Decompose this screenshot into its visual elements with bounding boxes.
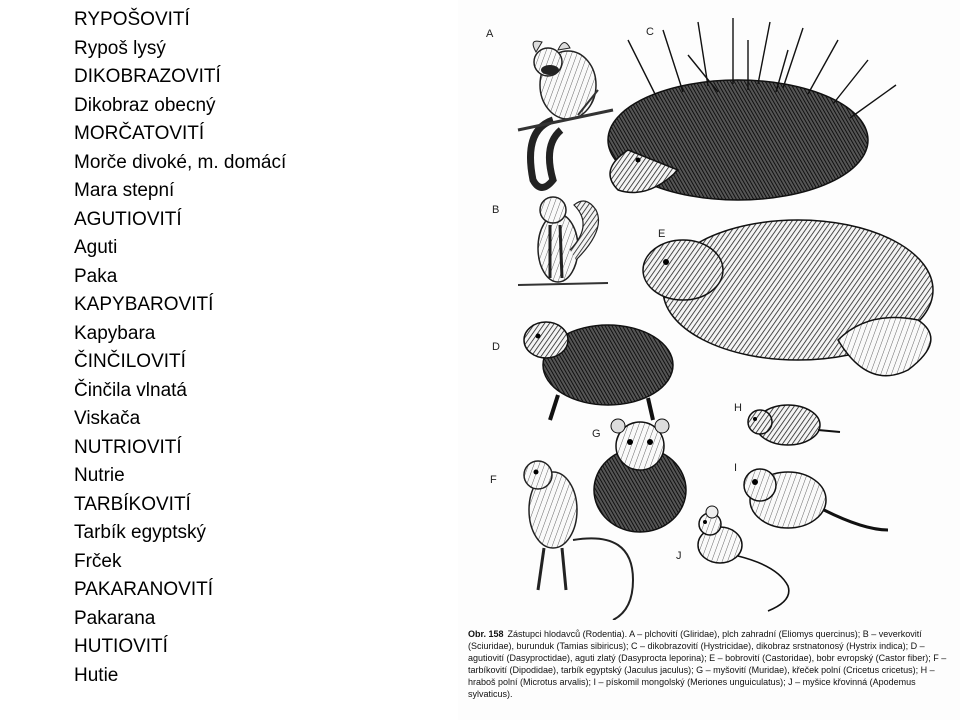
list-item: Nutrie: [74, 465, 125, 486]
rodent-drawings: [458, 0, 960, 620]
gerbil-drawing: [744, 469, 888, 530]
list-item: Aguti: [74, 237, 118, 258]
figure-label-e: E: [658, 228, 666, 240]
figure-label-j: J: [676, 550, 682, 562]
figure-label-g: G: [592, 428, 601, 440]
list-item: KAPYBAROVITÍ: [74, 294, 214, 315]
hamster-drawing: [594, 419, 686, 532]
figure-label-f: F: [490, 474, 497, 486]
dormouse-drawing: [518, 41, 613, 187]
figure-label-i: I: [734, 462, 738, 474]
list-item: Frček: [74, 550, 122, 572]
list-item: Hutie: [74, 664, 119, 686]
list-item: DIKOBRAZOVITÍ: [74, 66, 221, 87]
list-item: Morče divoké, m. domácí: [74, 151, 287, 173]
list-item: Mara stepní: [74, 180, 175, 201]
list-item: HUTIOVITÍ: [74, 636, 168, 657]
list-item: Viskača: [74, 408, 141, 429]
caption-text: Zástupci hlodavců (Rodentia). A – plchovití (Gliridae), plch zahradní (Eliomys quercinus); B – veverkovití (Sciuridae), burunduk (Tamias sibiricus); C – dikobrazovití (Hystricidae), dikobraz srstnatonosý (Hystrix indica); D – agutiovití (Dasyproctidae), aguti zlatý (Dasyprocta leporina); E – bobrovití (Castoridae), bobr evropský (Castor fiber); F – tarbíkovití (Dipodidae), tarbík egyptský (Jaculus jaculus); G – myšovití (Muridae), křeček polní (Cricetus cricetus); H – hraboš polní (Microtus arvalis); I – pískomil mongolský (Meriones unguiculatus); J – myšice křovinná (Apodemus sylvaticus).: [468, 629, 947, 699]
list-item: AGUTIOVITÍ: [74, 208, 182, 230]
list-item: PAKARANOVITÍ: [74, 579, 214, 600]
list-item: Kapybara: [74, 322, 156, 344]
list-item: Tarbík egyptský: [74, 522, 206, 543]
list-item: Rypoš lysý: [74, 37, 166, 59]
list-item: RYPOŠOVITÍ: [74, 9, 190, 30]
list-item: Činčila vlnatá: [74, 379, 187, 401]
vole-drawing: [748, 405, 840, 445]
rodent-family-list: [74, 6, 454, 690]
figure-label-d: D: [492, 341, 500, 353]
list-item: Dikobraz obecný: [74, 94, 216, 116]
list-item: MORČATOVITÍ: [74, 123, 205, 144]
rodent-illustration-figure: [458, 0, 960, 720]
figure-label-b: B: [492, 204, 500, 216]
list-item: Pakarana: [74, 607, 156, 629]
porcupine-drawing: [608, 18, 896, 200]
list-item: NUTRIOVITÍ: [74, 436, 182, 458]
figure-caption: [468, 628, 950, 700]
figure-label-c: C: [646, 26, 654, 38]
figure-label-a: A: [486, 28, 494, 40]
beaver-drawing: [643, 220, 933, 376]
list-item: ČINČILOVITÍ: [74, 351, 186, 372]
agouti-drawing: [524, 322, 673, 420]
list-item: Paka: [74, 265, 118, 287]
list-item: TARBÍKOVITÍ: [74, 493, 191, 515]
caption-label: Obr. 158: [468, 629, 504, 639]
chipmunk-drawing: [518, 197, 608, 285]
figure-label-h: H: [734, 402, 742, 414]
